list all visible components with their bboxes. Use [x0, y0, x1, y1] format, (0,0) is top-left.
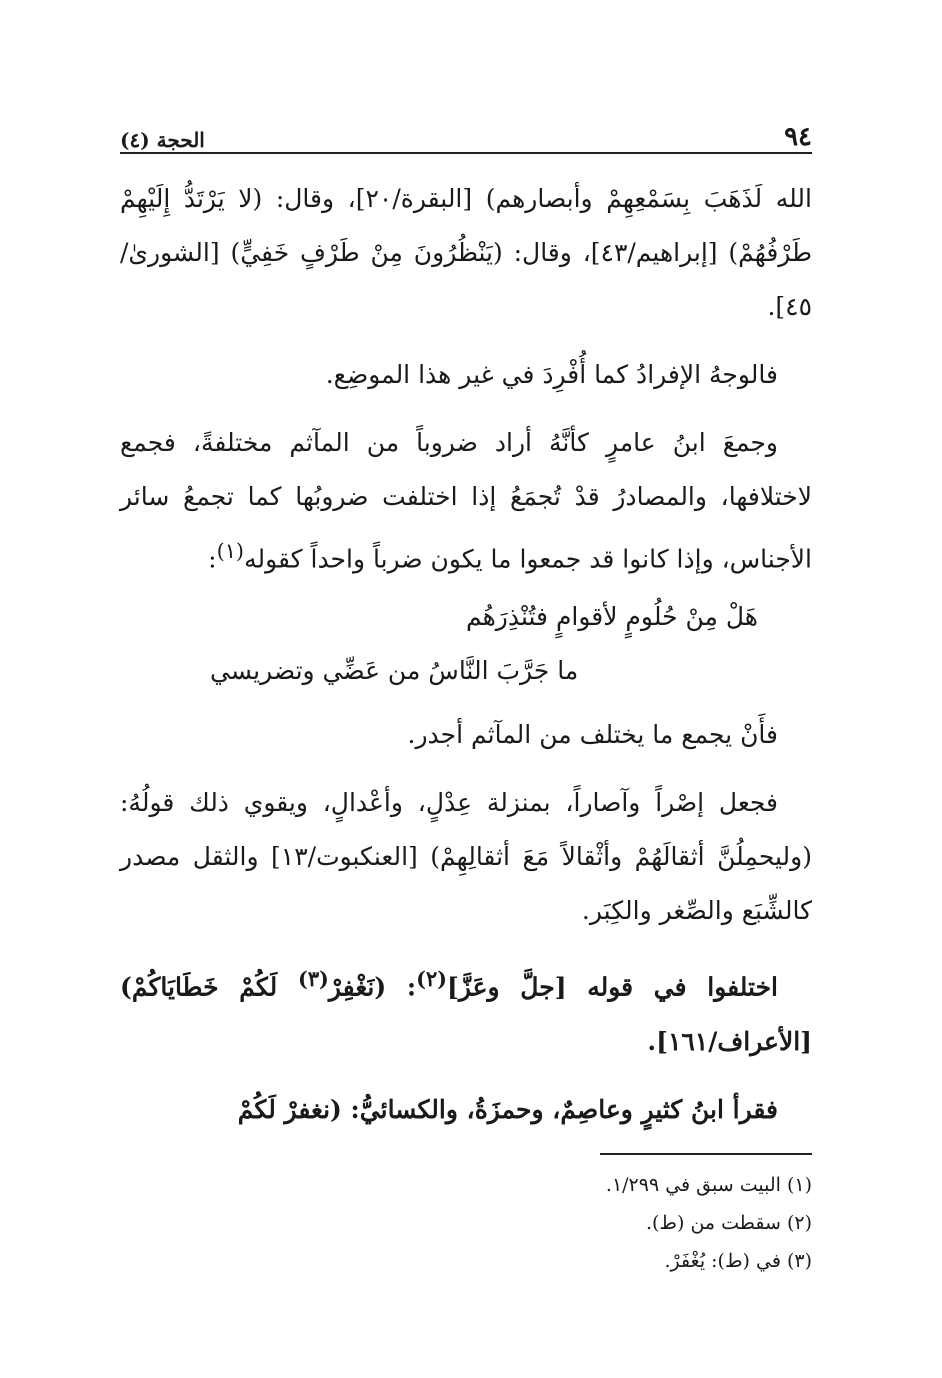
- verse-line-1: هَلْ مِنْ حُلُومٍ لأقوامٍ فتُنْذِرَهُم: [465, 602, 758, 632]
- footnote-3: (٣) في (ط): يُغْفَرْ.: [664, 1250, 812, 1272]
- paragraph-1: الله لَذَهَبَ بِسَمْعِهِمْ وأبصارهم) [البقرة/٢٠]، وقال: (لا يَرْتَدُّ إِلَيْهِمْ طَرْفُهُمْ) [إبراهيم/٤٣]، وقال: (يَنْظُرُونَ مِنْ طَرْفٍ خَفِيٍّ) [الشورىٰ/٤٥].: [120, 184, 812, 321]
- footnote-ref-3: (٣): [297, 966, 329, 992]
- running-title: الحجة (٤): [120, 128, 205, 152]
- poetry-verse: [120, 590, 812, 708]
- paragraph-3-text: وجمعَ ابنُ عامرٍ كأنَّهُ أراد ضروباً من المآثم مختلفةً، فجمع لاختلافها، والمصادرُ قدْ تُجمَعُ إذا اختلفت ضروبُها كما تجمعُ سائر الأجناس، وإذا كانوا قد جمعوا ما يكون ضرباً واحداً كقوله: [120, 428, 812, 574]
- paragraph-3-end: :: [208, 544, 217, 574]
- footnotes: [212, 1166, 812, 1280]
- paragraph-6-part-a: اختلفوا في قوله [جلَّ وعَزَّ]: [447, 972, 778, 1002]
- paragraph-6-part-b: : (نَغْفِرْ: [328, 972, 417, 1002]
- paragraph-2: فالوجهُ الإفرادُ كما أُفْرِدَ في غير هذا الموضِع.: [325, 360, 778, 389]
- main-text: [120, 172, 812, 1137]
- page-number: ٩٤: [784, 122, 812, 152]
- paragraph-7: فقرأ ابنُ كثيرٍ وعاصِمٌ، وحمزَةُ، والكسائيُّ: (نغفرْ لَكُمْ: [237, 1094, 778, 1124]
- header-divider: [120, 152, 812, 154]
- footnote-ref-2: (٢): [416, 966, 447, 992]
- paragraph-5: فجعل إصْراً وآصاراً، بمنزلة عِدْلٍ، وأعْدالٍ، ويقوي ذلك قولُهُ: (وليحمِلُنَّ أثقالَهُمْ وأثْقالاً مَعَ أثقالِهِمْ) [العنكبوت/١٣] والثقل مصدر كالشِّبَع والصِّغر والكِبَر.: [120, 788, 812, 926]
- paragraph-4: فأَنْ يجمع ما يختلف من المآثم أجدر.: [407, 720, 778, 750]
- paragraph-3: [120, 416, 812, 586]
- paragraph-6-heading: [120, 952, 812, 1068]
- footnote-divider: [600, 1153, 812, 1155]
- page-header: [120, 112, 812, 152]
- verse-line-2: ما جَرَّبَ النَّاسُ من عَضِّي وتضريسي: [210, 656, 579, 686]
- footnote-ref-1: (١): [216, 539, 245, 563]
- paragraph-6-part-c: لَكُمْ خَطَايَاكُمْ) [الأعراف/١٦١].: [120, 972, 812, 1056]
- footnote-2: (٢) سقطت من (ط).: [645, 1212, 812, 1234]
- footnote-1: (١) البيت سبق في ١/٢٩٩.: [605, 1174, 812, 1196]
